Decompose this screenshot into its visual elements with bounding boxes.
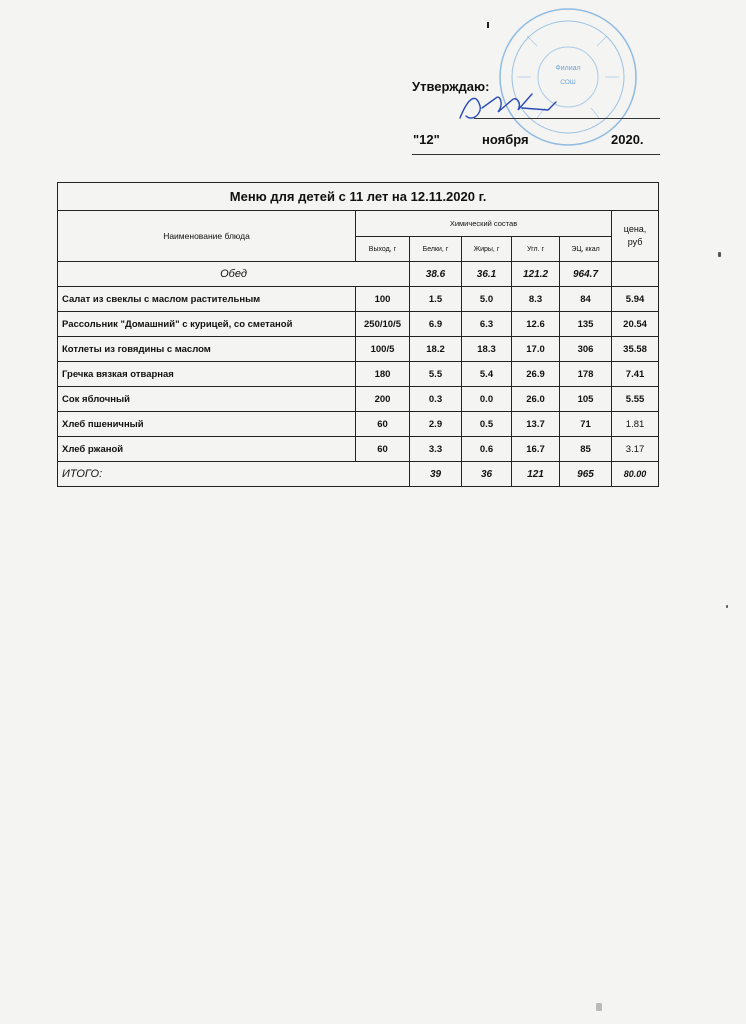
table-row [58, 362, 659, 387]
total-carbs: 121 [512, 462, 560, 487]
dish-energy: 105 [560, 387, 612, 412]
dish-carbs: 16.7 [512, 437, 560, 462]
dish-energy: 71 [560, 412, 612, 437]
table-row [58, 312, 659, 337]
col-energy-header: ЭЦ, ккал [560, 237, 612, 262]
dish-protein: 1.5 [410, 287, 462, 312]
section-row [58, 262, 659, 287]
date-line [412, 154, 660, 155]
dish-protein: 0.3 [410, 387, 462, 412]
dish-name: Гречка вязкая отварная [58, 362, 356, 387]
dish-price: 5.55 [612, 387, 659, 412]
scan-speck [726, 605, 728, 608]
dish-carbs: 26.0 [512, 387, 560, 412]
menu-title: Меню для детей с 11 лет на 12.11.2020 г. [58, 183, 659, 211]
dish-protein: 6.9 [410, 312, 462, 337]
dish-yield: 180 [356, 362, 410, 387]
section-energy: 964.7 [560, 262, 612, 287]
dish-name: Рассольник "Домашний" с курицей, со сметаной [58, 312, 356, 337]
dish-fat: 0.0 [462, 387, 512, 412]
col-protein-header: Белки, г [410, 237, 462, 262]
total-energy: 965 [560, 462, 612, 487]
dish-energy: 306 [560, 337, 612, 362]
col-chem-header: Химический состав [356, 211, 612, 237]
dish-yield: 200 [356, 387, 410, 412]
dish-carbs: 26.9 [512, 362, 560, 387]
dish-protein: 2.9 [410, 412, 462, 437]
signature-line [474, 118, 660, 119]
dish-price: 1.81 [612, 412, 659, 437]
total-label: ИТОГО: [58, 462, 410, 487]
dish-price: 5.94 [612, 287, 659, 312]
table-row [58, 387, 659, 412]
section-name: Обед [58, 262, 410, 287]
date-year: 2020. [611, 132, 644, 147]
section-fat: 36.1 [462, 262, 512, 287]
menu-table [57, 182, 659, 487]
col-price-header: цена, руб [612, 211, 659, 262]
dish-name: Салат из свеклы с маслом растительным [58, 287, 356, 312]
total-row [58, 462, 659, 487]
dish-carbs: 12.6 [512, 312, 560, 337]
scan-speck [596, 1003, 602, 1011]
dish-protein: 5.5 [410, 362, 462, 387]
date-month: ноября [482, 132, 529, 147]
dish-name: Хлеб ржаной [58, 437, 356, 462]
total-protein: 39 [410, 462, 462, 487]
dish-energy: 85 [560, 437, 612, 462]
dish-name: Хлеб пшеничный [58, 412, 356, 437]
dish-fat: 0.5 [462, 412, 512, 437]
section-price [612, 262, 659, 287]
dish-protein: 3.3 [410, 437, 462, 462]
col-yield-header: Выход, г [356, 237, 410, 262]
svg-text:Филиал: Филиал [555, 65, 581, 72]
approve-label: Утверждаю: [412, 79, 490, 94]
dish-yield: 60 [356, 437, 410, 462]
total-fat: 36 [462, 462, 512, 487]
dish-fat: 5.4 [462, 362, 512, 387]
dish-yield: 100/5 [356, 337, 410, 362]
dish-energy: 135 [560, 312, 612, 337]
dish-yield: 60 [356, 412, 410, 437]
dish-price: 7.41 [612, 362, 659, 387]
dish-name: Сок яблочный [58, 387, 356, 412]
col-carbs-header: Угл. г [512, 237, 560, 262]
dish-price: 35.58 [612, 337, 659, 362]
date-day: "12" [413, 132, 440, 147]
dish-carbs: 17.0 [512, 337, 560, 362]
dish-yield: 100 [356, 287, 410, 312]
dish-name: Котлеты из говядины с маслом [58, 337, 356, 362]
dish-energy: 84 [560, 287, 612, 312]
dish-fat: 0.6 [462, 437, 512, 462]
dish-fat: 6.3 [462, 312, 512, 337]
section-carbs: 121.2 [512, 262, 560, 287]
title-row [58, 183, 659, 211]
dish-fat: 18.3 [462, 337, 512, 362]
table-row [58, 337, 659, 362]
dish-carbs: 8.3 [512, 287, 560, 312]
dish-protein: 18.2 [410, 337, 462, 362]
dish-fat: 5.0 [462, 287, 512, 312]
dish-carbs: 13.7 [512, 412, 560, 437]
svg-text:СОШ: СОШ [560, 79, 576, 86]
scan-mark [487, 22, 489, 28]
dish-price: 20.54 [612, 312, 659, 337]
signature [452, 88, 562, 128]
dish-energy: 178 [560, 362, 612, 387]
dish-yield: 250/10/5 [356, 312, 410, 337]
col-name-header: Наименование блюда [58, 211, 356, 262]
dish-price: 3.17 [612, 437, 659, 462]
scan-speck [718, 252, 721, 257]
header-row [58, 211, 659, 237]
table-row [58, 287, 659, 312]
table-row [58, 412, 659, 437]
table-row [58, 437, 659, 462]
col-fat-header: Жиры, г [462, 237, 512, 262]
total-price: 80.00 [612, 462, 659, 487]
section-protein: 38.6 [410, 262, 462, 287]
